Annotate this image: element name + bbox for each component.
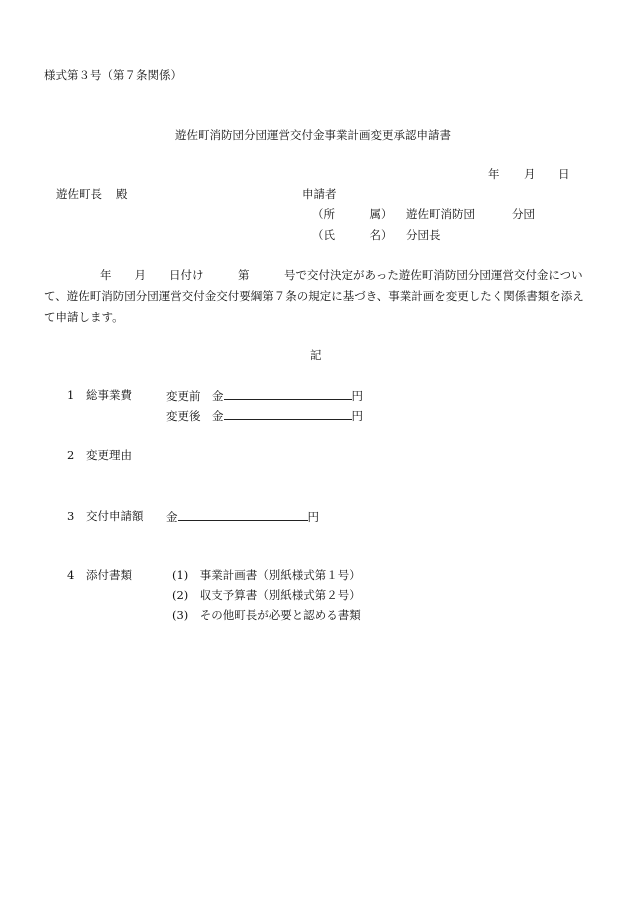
- record-heading: 記: [310, 348, 322, 362]
- attachment-3-number: (3): [172, 608, 189, 622]
- grant-currency-suffix: 円: [307, 510, 319, 524]
- name-label: （氏 名）: [312, 228, 393, 242]
- grant-amount-blank: [178, 509, 308, 521]
- after-currency-prefix: 金: [212, 409, 224, 423]
- total-cost-before-row: [166, 388, 363, 403]
- item-4-label: 添付書類: [86, 568, 132, 582]
- name-value: 分団長: [406, 228, 441, 242]
- date-day: 日: [558, 167, 570, 181]
- item-2-label: 変更理由: [86, 448, 132, 462]
- before-label: 変更前: [166, 389, 201, 403]
- application-body-text: 年 月 日付け 第 号で交付決定があった遊佐町消防団分団運営交付金について、遊佐町消防団分団運営交付金交付要綱第７条の規定に基づき、事業計画を変更したく関係書類を添えて申請します。: [44, 268, 584, 324]
- date-year: 年: [488, 167, 500, 181]
- item-1-number: 1: [67, 388, 75, 402]
- before-amount-blank: [224, 388, 352, 400]
- affiliation-label: （所 属）: [312, 207, 393, 221]
- applicant-label: 申請者: [302, 187, 337, 201]
- before-currency-prefix: 金: [212, 389, 224, 403]
- attachment-list-item: [172, 608, 361, 622]
- document-title: 遊佐町消防団分団運営交付金事業計画変更承認申請書: [175, 128, 451, 142]
- date-month: 月: [524, 167, 536, 181]
- attachment-2-number: (2): [172, 588, 189, 602]
- after-currency-suffix: 円: [351, 409, 363, 423]
- attachment-list-item: [172, 568, 361, 582]
- item-2-number: 2: [67, 448, 75, 462]
- attachment-1-text: 事業計画書（別紙様式第１号）: [199, 568, 361, 582]
- after-label: 変更後: [166, 409, 201, 423]
- attachment-3-text: その他町長が必要と認める書類: [199, 608, 361, 622]
- grant-currency-prefix: 金: [166, 510, 178, 524]
- item-4-number: 4: [67, 568, 75, 582]
- affiliation-value: 遊佐町消防団: [406, 207, 475, 221]
- total-cost-after-row: [166, 408, 363, 423]
- affiliation-suffix: 分団: [512, 207, 535, 221]
- addressee-honorific: 殿: [116, 187, 128, 201]
- before-currency-suffix: 円: [351, 389, 363, 403]
- item-1-label: 総事業費: [86, 388, 132, 402]
- grant-amount-row: [166, 509, 319, 524]
- attachment-1-number: (1): [172, 568, 189, 582]
- attachment-list-item: [172, 588, 361, 602]
- attachment-2-text: 収支予算書（別紙様式第２号）: [199, 588, 361, 602]
- addressee-name: 遊佐町長: [56, 187, 102, 201]
- item-3-label: 交付申請額: [86, 509, 144, 523]
- form-number: 様式第３号（第７条関係）: [44, 68, 182, 82]
- item-3-number: 3: [67, 509, 75, 523]
- after-amount-blank: [224, 408, 352, 420]
